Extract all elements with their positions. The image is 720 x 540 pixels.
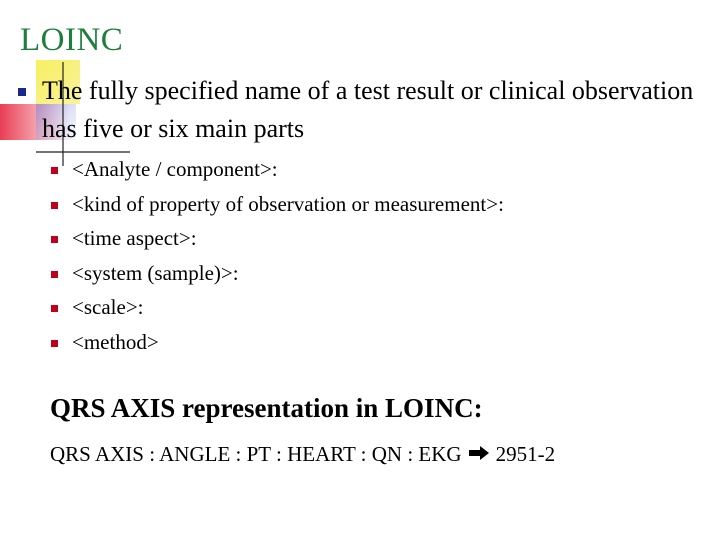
bullet-marker: [51, 340, 58, 347]
right-arrow-icon: [468, 442, 490, 467]
bullet-marker: [51, 236, 58, 243]
list-item: [50, 221, 504, 256]
list-item-label: <method>: [72, 329, 159, 354]
bullet-marker: [51, 202, 58, 209]
list-item: [50, 256, 504, 291]
qrs-axis-example: [50, 442, 555, 467]
list-item: [50, 325, 504, 360]
list-item: [50, 290, 504, 325]
loinc-parts-list: [50, 152, 504, 359]
qrs-axis-heading: QRS AXIS representation in LOINC:: [50, 393, 483, 423]
main-bullet-marker: [18, 88, 26, 96]
list-item-label: <kind of property of observation or measurement>:: [72, 191, 504, 216]
loinc-code: 2951-2: [495, 442, 556, 466]
main-bullet-text: The fully specified name of a test result or clinical observation has five or six main parts: [42, 76, 694, 143]
slide-title: LOINC: [20, 22, 124, 58]
list-item-label: <scale>:: [72, 295, 144, 319]
bullet-marker: [51, 167, 58, 174]
list-item-label: <Analyte / component>:: [72, 157, 278, 181]
list-item-label: <system (sample)>:: [72, 260, 239, 285]
bullet-marker: [51, 305, 58, 312]
qrs-axis-parts: QRS AXIS : ANGLE : PT : HEART : QN : EKG: [50, 442, 462, 466]
list-item-label: <time aspect>:: [72, 226, 197, 250]
list-item: [50, 187, 504, 222]
bullet-marker: [51, 271, 58, 278]
list-item: [50, 152, 504, 187]
